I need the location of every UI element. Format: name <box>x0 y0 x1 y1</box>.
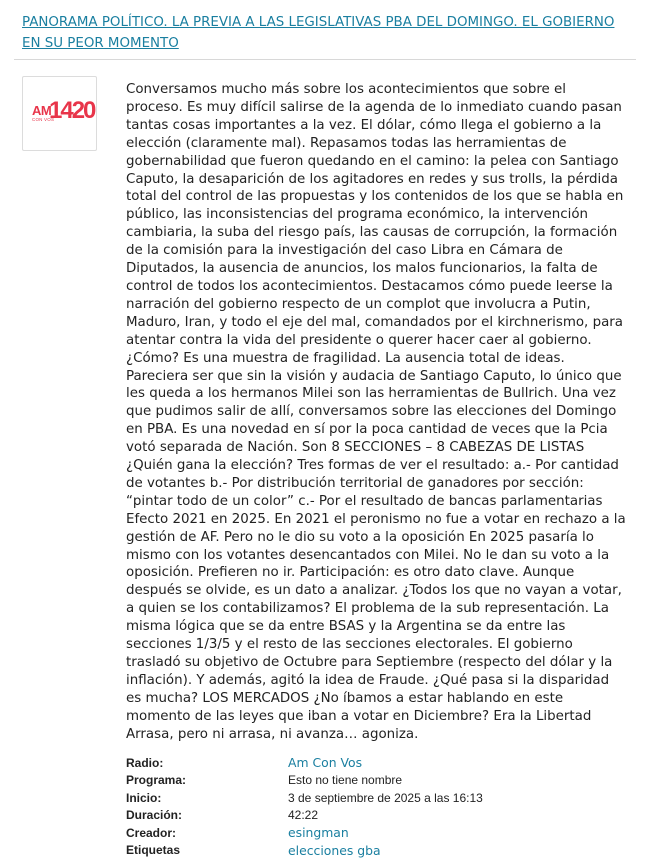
logo-am-text: AM <box>32 103 52 118</box>
logo-frequency-number: 1420 <box>49 97 95 124</box>
post-title-container <box>22 11 622 53</box>
meta-label-etiquetas: Etiquetas <box>126 843 181 858</box>
tag-link[interactable]: elecciones gba <box>288 842 381 858</box>
station-logo[interactable] <box>22 76 97 151</box>
creador-link[interactable]: esingman <box>288 825 349 841</box>
meta-value-inicio: 3 de septiembre de 2025 a las 16:13 <box>288 790 483 805</box>
meta-label-programa: Programa: <box>126 773 187 788</box>
meta-label-creador: Creador: <box>126 825 177 840</box>
title-divider <box>14 59 636 60</box>
meta-row-duracion <box>126 807 626 825</box>
metadata-table <box>126 754 626 859</box>
meta-value-programa: Esto no tiene nombre <box>288 773 403 788</box>
meta-row-radio <box>126 754 626 772</box>
post-title-link[interactable]: PANORAMA POLÍTICO. LA PREVIA A LAS LEGISLATIVAS PBA DEL DOMINGO. EL GOBIERNO EN SU PEOR MOMENTO <box>22 15 615 51</box>
meta-row-inicio <box>126 789 626 807</box>
radio-link[interactable]: Am Con Vos <box>288 755 363 771</box>
meta-row-programa <box>126 772 626 790</box>
meta-row-etiquetas <box>126 842 626 860</box>
logo-con-vos-text: CON VOS <box>32 117 55 122</box>
post-description: Conversamos mucho más sobre los acontecimientos que sobre el proceso. Es muy difícil salirse de la agenda de lo inmediato cuando pasan tantas cosas importantes a la vez. El dólar, cómo llega el gobierno a la elección (claramente mal). Repasamos todas las herramientas de gobernabilidad que fueron quedando en el camino: la pelea con Santiago Caputo, la desaparición de los agitadores en redes y sus trolls, la pérdida total del control de las propuestas y los contenidos de los que se habla en público, las inconsistencias del programa económico, la intervención cambiaria, la suba del riesgo país, las causas de corrupción, la formación de la comisión para la investigación del caso Libra en Cámara de Diputados, la ausencia de anuncios, los malos funcionarios, la falta de control de todos los acontecimientos. Destacamos cómo puede leerse la narración del gobierno respecto de un complot que involucra a Putin, Maduro, Iran, y todo el eje del mal, comandados por el kirchnerismo, para atentar contra la vida del presidente o querer hacer caer al gobierno. ¿Cómo? Es una muestra de fragilidad. La ausencia total de ideas. Pareciera ser que sin la visión y audacia de Santiago Caputo, lo único que les queda a los hermanos Milei son las herramientas de Bullrich. Una vez que pudimos salir de allí, conversamos sobre las elecciones del Domingo en PBA. Es una novedad en sí por la poca cantidad de veces que la Pcia votó separada de Nación. Son 8 SECCIONES – 8 CABEZAS DE LISTAS ¿Quién gana la elección? Tres formas de ver el resultado: a.- Por cantidad de votantes b.- Por distribución territorial de ganadores por sección: “pintar todo de un color” c.- Por el resultado de bancas parlamentarias Efecto 2021 en 2025. En 2021 el peronismo no fue a votar en rechazo a la gestión de AF. Pero no le dio su voto a la oposición En 2025 pasaría lo mismo con los votantes desencantados con Milei. No le dan su voto a la oposición. Prefieren no ir. Participación: es otro dato clave. Aunque después se olvide, es un dato a analizar. ¿Todos los que no vayan a votar, a quien se los contabilizamos? El problema de la sub representación. La misma lógica que se da entre BSAS y la Argentina se da entre las secciones 1/3/5 y el resto de las secciones electorales. El gobierno trasladó su objetivo de Octubre para Septiembre (respecto del dólar y la inflación). Y además, agitó la idea de Fraude. ¿Qué pasa si la disparidad es mucha? LOS MERCADOS ¿No íbamos a estar hablando en este momento de las leyes que iban a votar en Diciembre? Era la Libertad Arrasa, pero ni arrasa, ni avanza… agoniza. <box>126 82 626 742</box>
meta-label-inicio: Inicio: <box>126 790 162 805</box>
meta-label-radio: Radio: <box>126 755 164 770</box>
meta-row-creador <box>126 824 626 842</box>
meta-label-duracion: Duración: <box>126 808 183 823</box>
meta-value-duracion: 42:22 <box>288 808 319 823</box>
